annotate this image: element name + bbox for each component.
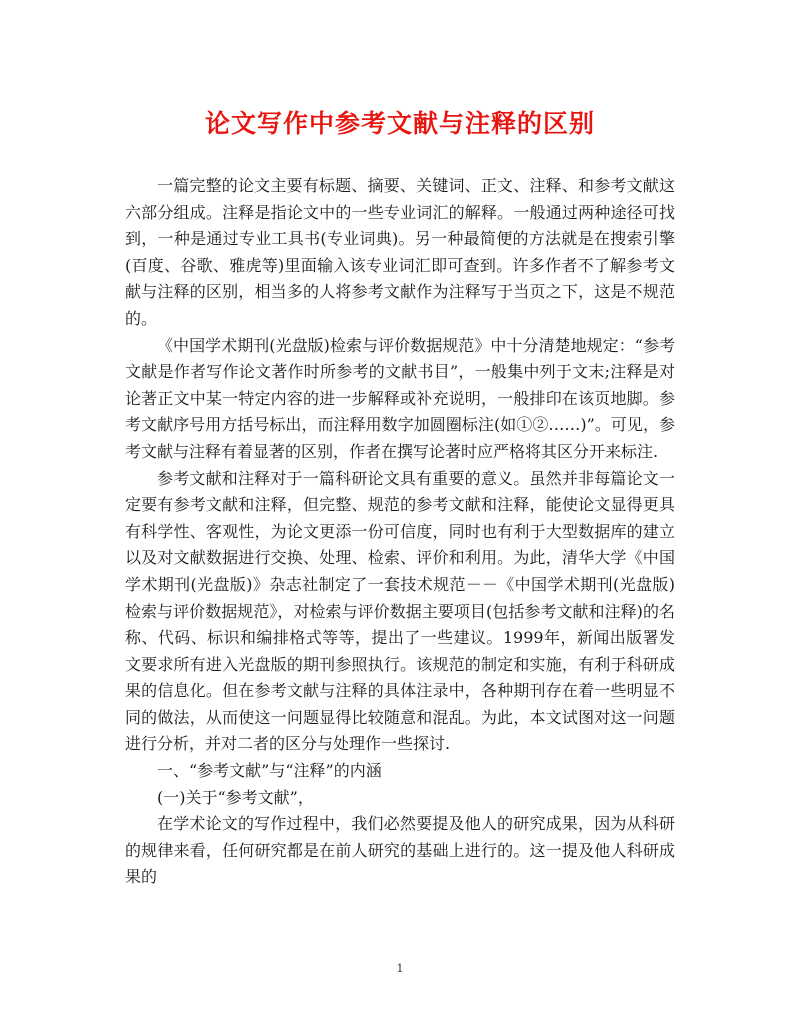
paragraph: 一篇完整的论文主要有标题、摘要、关键词、正文、注释、和参考文献这六部分组成。注释是指论文中的一些专业词汇的解释。一般通过两种途径可找到，一种是通过专业工具书(专业词典)。另一种最简便的方法就是在搜索引擎(百度、谷歌、雅虎等)里面输入该专业词汇即可查到。许多作者不了解参考文献与注释的区别，相当多的人将参考文献作为注释写于当页之下，这是不规范的。 xyxy=(125,176,675,328)
page-number: 1 xyxy=(396,962,404,975)
paragraph: 参考文献和注释对于一篇科研论文具有重要的意义。虽然并非每篇论文一定要有参考文献和注释，但完整、规范的参考文献和注释，能使论文显得更具有科学性、客观性，为论文更添一份可信度，同时也有利于大型数据库的建立以及对文献数据进行交换、处理、检索、评价和利用。为此，清华大学《中国学术期刊(光盘版)》杂志社制定了一套技术规范－－《中国学术期刊(光盘版)检索与评价数据规范》，对检索与评价数据主要项目(包括参考文献和注释)的名称、代码、标识和编排格式等等，提出了一些建议。1999年，新闻出版署发文要求所有进入光盘版的期刊参照执行。该规范的制定和实施，有利于科研成果的信息化。但在参考文献与注释的具体注录中，各种期刊存在着一些明显不同的做法，从而使这一问题显得比较随意和混乱。为此，本文试图对这一问题进行分析，并对二者的区分与处理作一些探讨. xyxy=(125,468,675,754)
document-body xyxy=(125,173,675,891)
section-heading: 一、“参考文献”与“注释”的内涵 xyxy=(157,761,382,781)
subsection-heading: (一)关于“参考文献”， xyxy=(157,787,314,807)
document-title: 论文写作中参考文献与注释的区别 xyxy=(204,109,595,138)
paragraph: 在学术论文的写作过程中，我们必然要提及他人的研究成果，因为从科研的规律来看，任何研究都是在前人研究的基础上进行的。这一提及他人科研成果的 xyxy=(125,814,675,887)
paragraph: 《中国学术期刊(光盘版)检索与评价数据规范》中十分清楚地规定：“参考文献是作者写作论文著作时所参考的文献书目”，一般集中列于文末;注释是对论著正文中某一特定内容的进一步解释或补充说明，一般排印在该页地脚。参考文献序号用方括号标出，而注释用数字加圆圈标注(如①②……)”。可见，参考文献与注释有着显著的区别，作者在撰写论著时应严格将其区分开来标注. xyxy=(125,335,675,461)
